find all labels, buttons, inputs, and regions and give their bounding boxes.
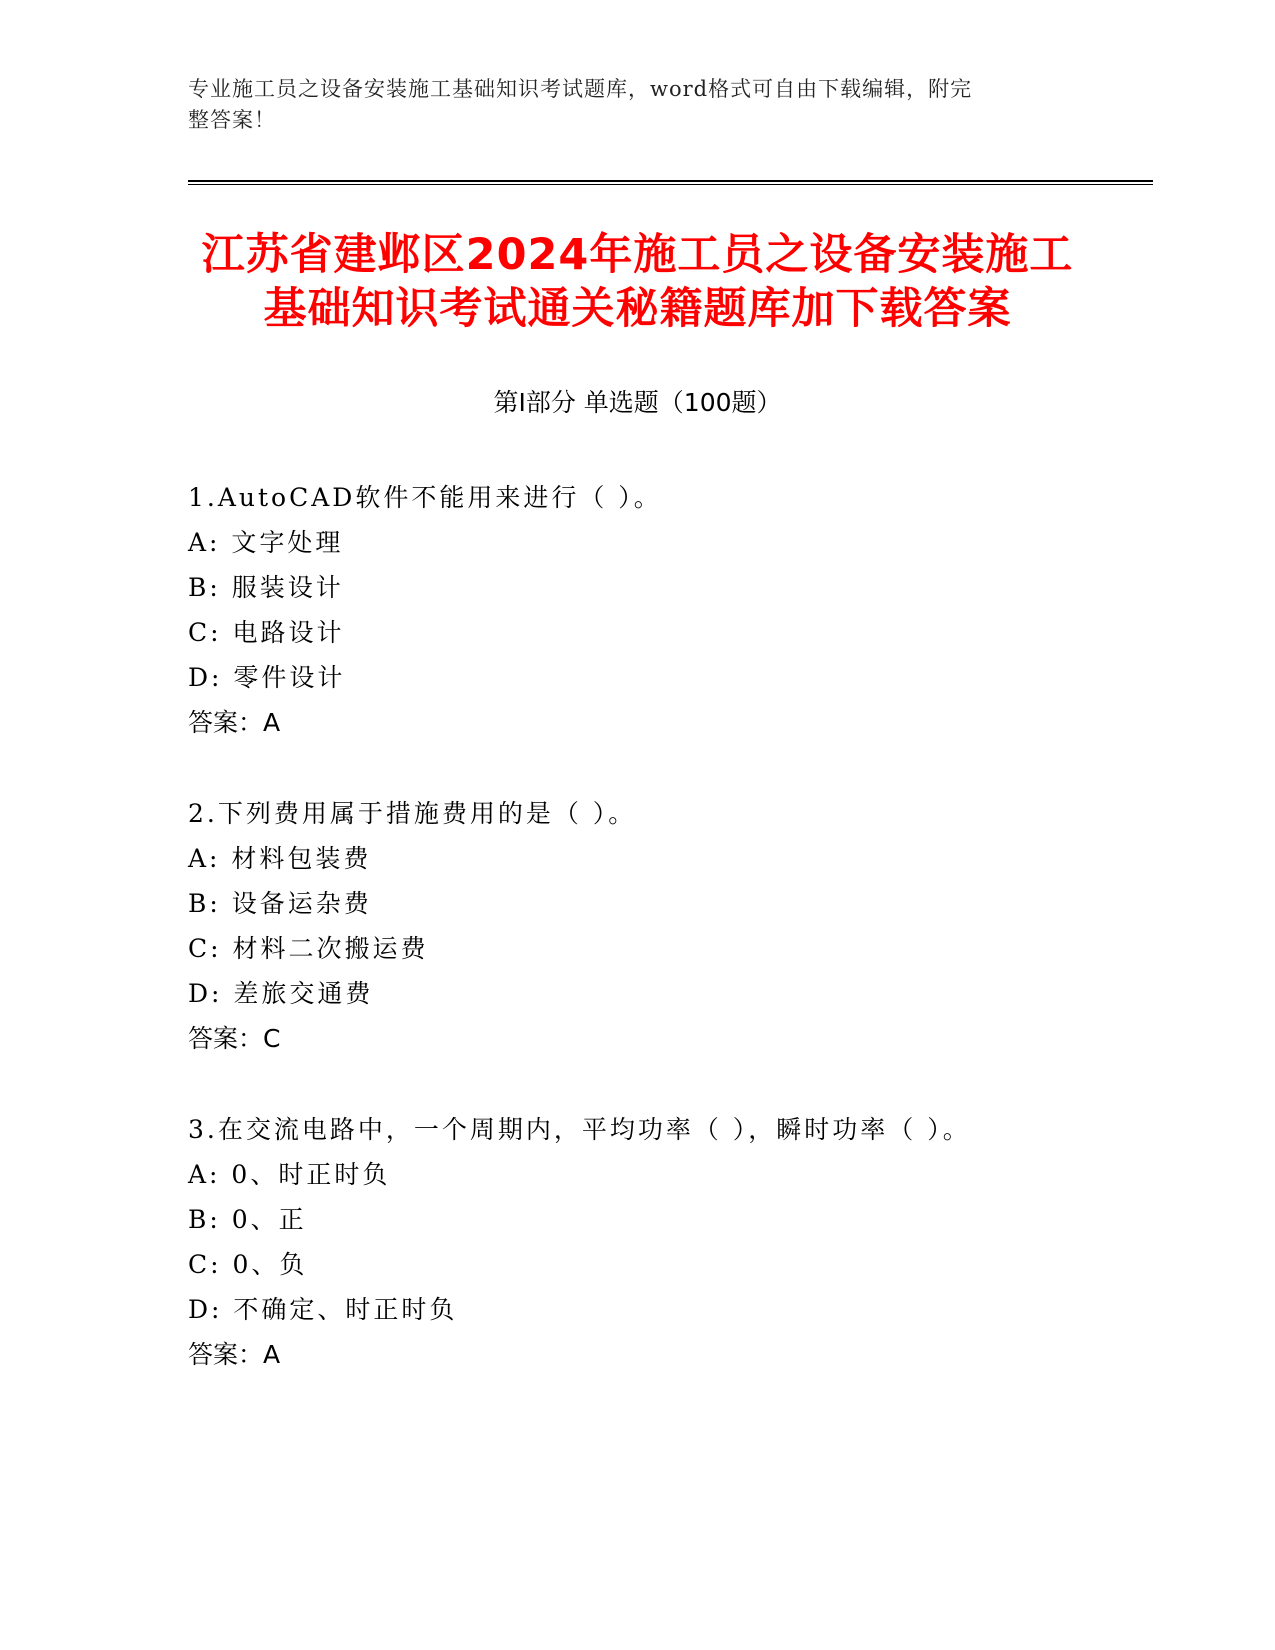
header-divider-thick xyxy=(188,180,1153,182)
question-2 xyxy=(188,791,1138,1061)
option-c: C: 电路设计 xyxy=(188,618,345,647)
option-a: A: 文字处理 xyxy=(188,528,344,557)
question-1 xyxy=(188,475,1138,745)
option-a: A: 材料包装费 xyxy=(188,844,372,873)
question-stem: 3.在交流电路中，一个周期内，平均功率（ ），瞬时功率（ ）。 xyxy=(188,1115,971,1144)
option-d: D: 零件设计 xyxy=(188,663,346,692)
option-b: B: 0、正 xyxy=(188,1205,307,1234)
document-title-line-2: 基础知识考试通关秘籍题库加下载答案 xyxy=(263,284,1012,334)
question-3 xyxy=(188,1107,1138,1377)
option-b: B: 设备运杂费 xyxy=(188,889,372,918)
option-c: C: 材料二次搬运费 xyxy=(188,934,429,963)
document-title xyxy=(150,228,1125,336)
question-stem: 1.AutoCAD软件不能用来进行（ ）。 xyxy=(188,483,662,512)
header-note-line-1: 专业施工员之设备安装施工基础知识考试题库，word格式可自由下载编辑，附完 xyxy=(188,77,973,101)
option-d: D: 不确定、时正时负 xyxy=(188,1295,458,1324)
question-list xyxy=(188,475,1138,1423)
header-note-line-2: 整答案！ xyxy=(188,108,276,132)
section-title: 第Ⅰ部分 单选题（100题） xyxy=(493,388,782,417)
answer: 答案：A xyxy=(188,1340,281,1369)
option-d: D: 差旅交通费 xyxy=(188,979,374,1008)
option-a: A: 0、时正时负 xyxy=(188,1160,391,1189)
option-b: B: 服装设计 xyxy=(188,573,344,602)
header-divider-thin xyxy=(188,184,1153,185)
document-title-line-1: 江苏省建邺区2024年施工员之设备安装施工 xyxy=(201,230,1074,280)
header-note xyxy=(188,74,1088,136)
option-c: C: 0、负 xyxy=(188,1250,308,1279)
answer: 答案：A xyxy=(188,708,281,737)
answer: 答案：C xyxy=(188,1024,281,1053)
question-stem: 2.下列费用属于措施费用的是（ ）。 xyxy=(188,799,637,828)
